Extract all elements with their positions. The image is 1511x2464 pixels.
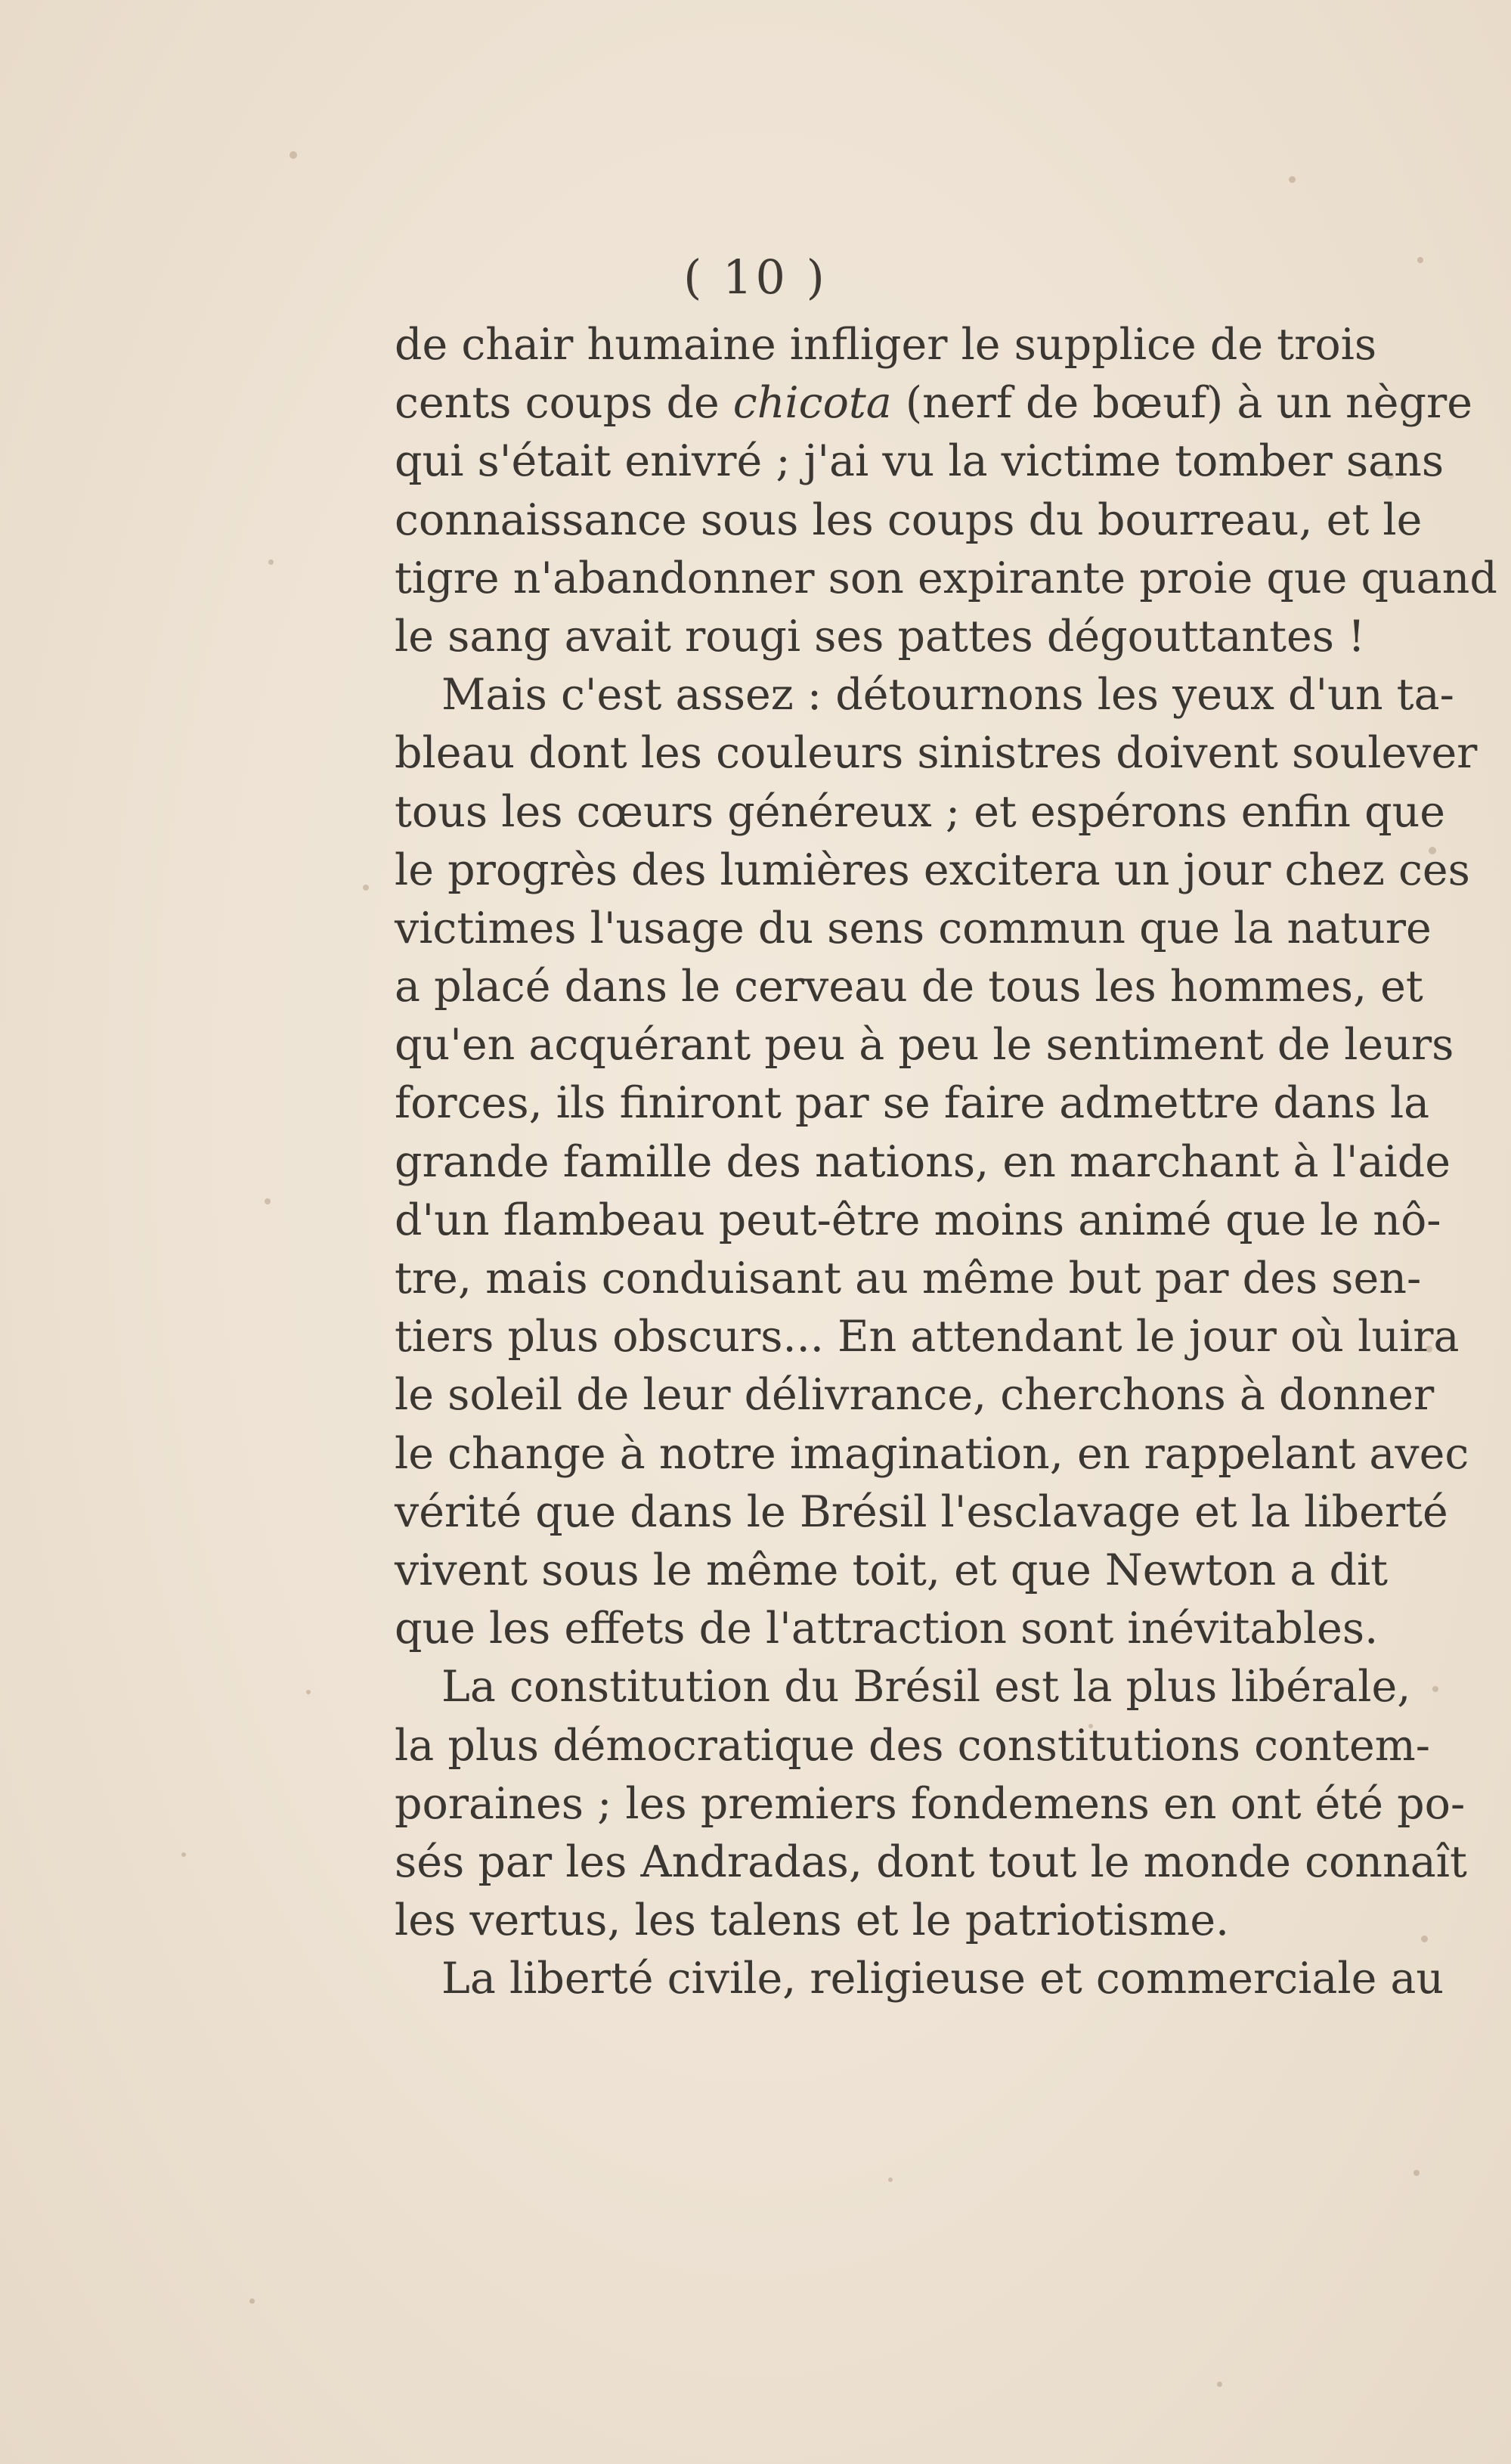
foxing-spot xyxy=(1421,1936,1428,1942)
text-line: bleau dont les couleurs sinistres doivent soulever xyxy=(395,728,1478,779)
foxing-spot xyxy=(363,885,369,891)
text-line: tigre n'abandonner son expirante proie que quand xyxy=(395,553,1497,603)
text-line: poraines ; les premiers fondemens en ont été po- xyxy=(395,1778,1466,1829)
text-line xyxy=(395,374,1472,432)
text-line: forces, ils finiront par se faire admettre dans la xyxy=(395,1078,1430,1129)
text-line: vérité que dans le Brésil l'esclavage et la liberté xyxy=(395,1486,1448,1537)
body-text xyxy=(395,316,1497,2008)
text-line: qu'en acquérant peu à peu le sentiment de leurs xyxy=(395,1020,1454,1071)
text-line: le soleil de leur délivrance, cherchons à donner xyxy=(395,1370,1435,1421)
text-line: le sang avait rougi ses pattes dégouttantes ! xyxy=(395,611,1366,662)
text-line: grande famille des nations, en marchant à l'aide xyxy=(395,1136,1451,1187)
text-line: connaissance sous les coups du bourreau, et le xyxy=(395,494,1423,545)
text-line: tiers plus obscurs... En attendant le jour où luira xyxy=(395,1312,1460,1362)
text-line: vivent sous le même toit, et que Newton a dit xyxy=(395,1545,1389,1595)
foxing-spot xyxy=(888,2177,893,2182)
foxing-spot xyxy=(1413,2170,1420,2176)
foxing-spot xyxy=(181,1852,186,1857)
text-line: a placé dans le cerveau de tous les hommes, et xyxy=(395,962,1423,1012)
text-line: les vertus, les talens et le patriotisme. xyxy=(395,1895,1230,1946)
text-line: La constitution du Brésil est la plus libérale, xyxy=(441,1662,1411,1712)
text-segment: cents coups de xyxy=(395,378,733,429)
text-line: tous les cœurs généreux ; et espérons enfin que xyxy=(395,786,1446,837)
italic-term: chicota xyxy=(732,378,892,429)
text-line: Mais c'est assez : détournons les yeux d'un ta- xyxy=(441,670,1454,721)
foxing-spot xyxy=(290,151,297,159)
foxing-spot xyxy=(1217,2382,1222,2387)
text-line: victimes l'usage du sens commun que la nature xyxy=(395,903,1432,953)
foxing-spot xyxy=(306,1690,311,1694)
text-line: qui s'était enivré ; j'ai vu la victime tomber sans xyxy=(395,436,1444,487)
foxing-spot xyxy=(1289,176,1296,183)
page-number: ( 10 ) xyxy=(683,249,828,305)
foxing-spot xyxy=(268,559,274,565)
text-line: d'un flambeau peut-être moins animé que le nô- xyxy=(395,1195,1441,1245)
text-segment: (nerf de bœuf) à un nègre xyxy=(891,378,1472,429)
text-line: le progrès des lumières excitera un jour chez ces xyxy=(395,845,1470,895)
text-line: La liberté civile, religieuse et commerciale au xyxy=(441,1954,1444,2004)
text-line: de chair humaine infliger le supplice de trois xyxy=(395,320,1377,370)
text-line: tre, mais conduisant au même but par des sen- xyxy=(395,1254,1422,1303)
text-line: le change à notre imagination, en rappelant avec xyxy=(395,1428,1469,1479)
foxing-spot xyxy=(1432,1686,1438,1692)
foxing-spot xyxy=(265,1198,271,1204)
text-line: que les effets de l'attraction sont inévitables. xyxy=(395,1604,1379,1654)
foxing-spot xyxy=(249,2298,255,2304)
text-line: la plus démocratique des constitutions contem- xyxy=(395,1720,1431,1771)
text-line: sés par les Andradas, dont tout le monde connaît xyxy=(395,1836,1467,1887)
